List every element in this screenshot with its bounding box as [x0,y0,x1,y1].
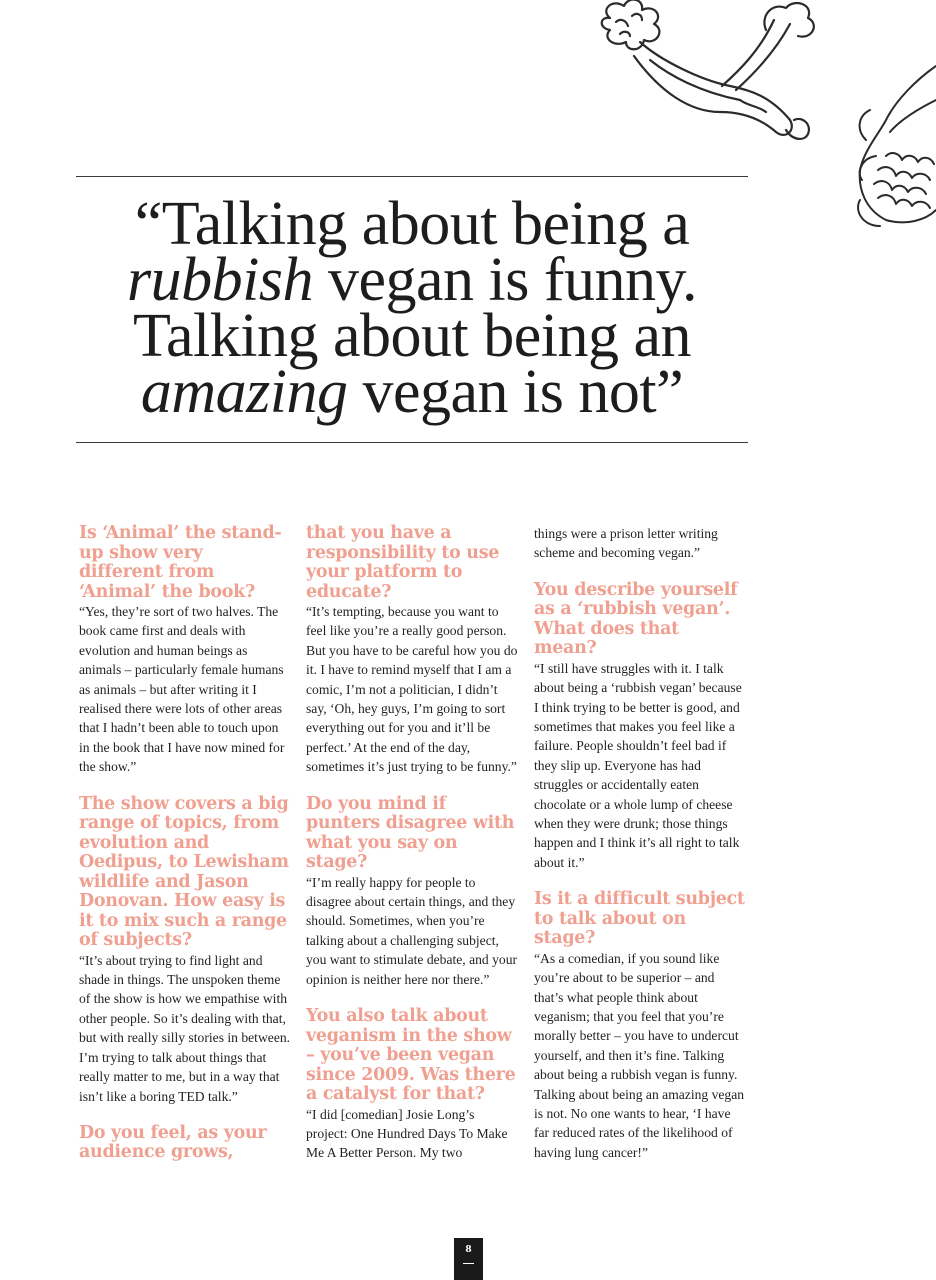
pull-quote-line-4-rest: vegan is not” [347,358,684,426]
page-number-badge [454,1238,483,1280]
interview-question: Is ‘Animal’ the stand-up show very different from ‘Animal’ the book? [79,523,282,602]
interview-answer: “Yes, they’re sort of two halves. The book came first and deals with evolution and human beings as animals – particularly female humans as animals – but after writing it I realised there were lots of other areas that I hadn’t been able to touch upon in the book that I have now mined for the show.” [79,604,285,775]
article-column-2 [306,524,518,1181]
page-number-rule [463,1263,474,1264]
pull-quote-emphasis-amazing: amazing [140,358,348,426]
interview-question: Do you feel, as your audience grows, [79,1122,267,1163]
top-rule [76,176,748,177]
interview-question: You describe yourself as a ‘rubbish vegan’. What does that mean? [534,579,738,659]
broccoli-illustration [590,0,820,150]
interview-question: The show covers a big range of topics, from evolution and Oedipus, to Lewisham wildlife and Jason Donovan. How easy is it to mix such a range of subjects? [79,793,289,951]
page-number: 8 [465,1245,472,1255]
bottom-rule [76,442,748,443]
interview-answer: things were a prison letter writing scheme and becoming vegan.” [534,526,718,561]
interview-answer: “As a comedian, if you sound like you’re about to be superior – and that’s what people think about veganism; that you feel that you’re morally better – you have to undercut yourself, and then it’s fine. Talking about being a rubbish vegan is funny. Talking about being an amazing vegan is not. No one wants to hear, ‘I have far reduced rates of the likelihood of having lung cancer!” [534,950,745,1160]
pull-quote-line-2-rest: vegan is funny. [312,246,697,314]
interview-answer: “It’s about trying to find light and shade in things. The unspoken theme of the show is how we empathise with other people. So it’s dealing with that, but with really silly stories in between. I’m trying to talk about things that really matter to me, but in a way that isn’t like a boring TED talk.” [79,952,291,1104]
interview-question: You also talk about veganism in the show – you’ve been vegan since 2009. Was there a catalyst for that? [306,1006,516,1105]
interview-question: Do you mind if punters disagree with what you say on stage? [306,793,515,873]
corn-illustration [856,60,936,230]
interview-question: Is it a difficult subject to talk about on stage? [534,889,745,949]
interview-answer: “I still have struggles with it. I talk about being a ‘rubbish vegan’ because I think trying to be better is good, and sometimes that makes you feel like a failure. People shouldn’t feel bad if they slip up. Everyone has had struggles or accidentally eaten chocolate or a whole lump of cheese when they were drunk; those things happen and I think it’s all right to talk about it.” [534,660,742,870]
interview-answer: “I’m really happy for people to disagree about certain things, and they should. Sometimes, when you’re talking about a challenging subject, you want to stimulate debate, and your opinion is neither here nor there.” [306,874,518,987]
interview-answer: “I did [comedian] Josie Long’s project: One Hundred Days To Make Me A Better Person. My two [306,1106,508,1161]
article-column-3 [534,524,746,1180]
pull-quote [76,190,748,426]
pull-quote-line-3: Talking about being an [132,302,692,370]
pull-quote-line-1: “Talking about being a [134,190,690,258]
interview-question: that you have a responsibility to use your platform to educate? [306,523,500,602]
pull-quote-emphasis-rubbish: rubbish [127,246,313,314]
article-column-1 [79,524,291,1163]
pull-quote-line-4 [76,358,748,426]
interview-answer: “It’s tempting, because you want to feel like you’re a really good person. But you have to be careful how you do it. I have to remind myself that I am a comic, I’m not a politician, I didn’t say, ‘Oh, hey guys, I’m going to sort everything out for you and it’ll be perfect.’ At the end of the day, sometimes it’s just trying to be funny.” [306,604,518,775]
pull-quote-line-2 [76,246,748,314]
